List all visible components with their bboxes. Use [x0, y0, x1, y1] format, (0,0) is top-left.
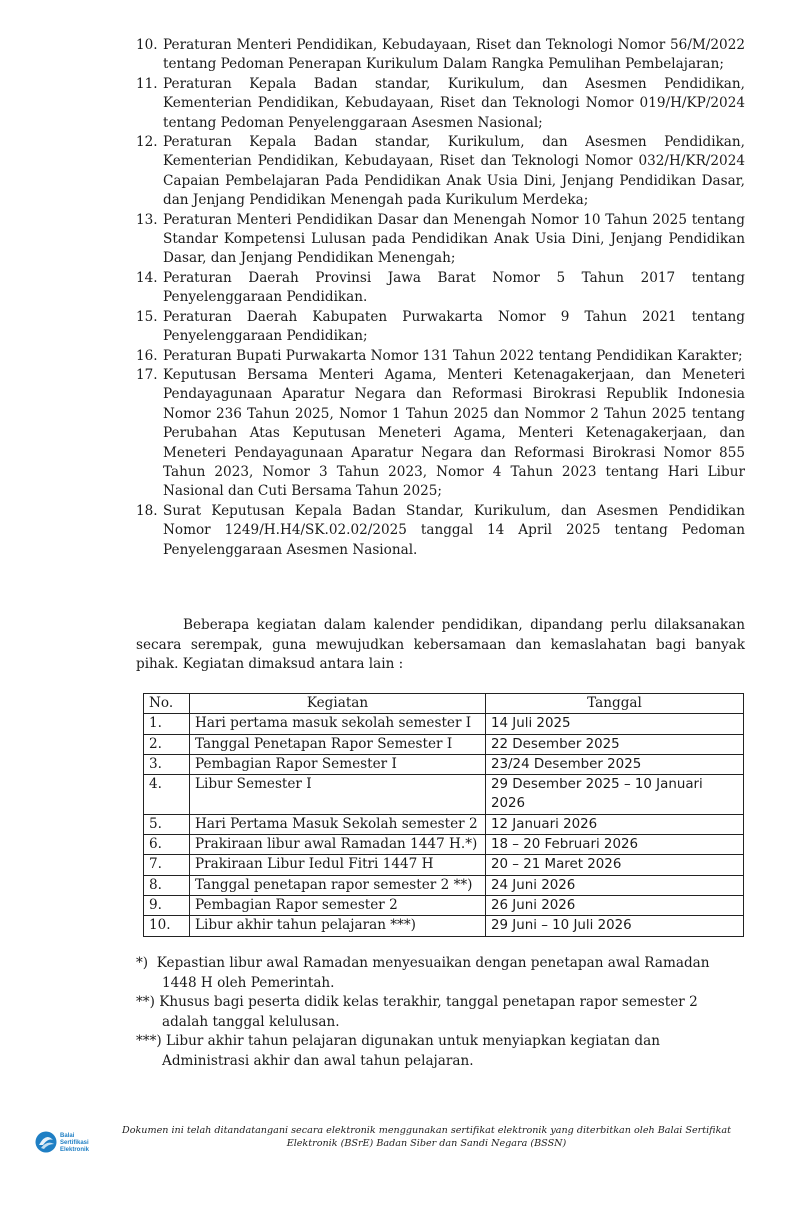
cell-no: 2. — [144, 734, 190, 754]
regulation-number: 15. — [136, 308, 158, 325]
table-row — [144, 895, 744, 915]
footer-disclaimer: Dokumen ini telah ditandatangani secara elektronik menggunakan sertifikat elektronik yang diterbitkan oleh Balai Sertifikat Elektronik (BSrE) Badan Siber dan Sandi Negara (BSSN) — [122, 1125, 731, 1149]
cell-kegiatan: Tanggal Penetapan Rapor Semester I — [190, 734, 486, 754]
regulation-item — [136, 347, 745, 366]
intro-paragraph: Beberapa kegiatan dalam kalender pendidikan, dipandang perlu dilaksanakan secara serempak, guna mewujudkan kebersamaan dan kemaslahatan bagi banyak pihak. Kegiatan dimaksud antara lain : — [136, 617, 745, 673]
table-row — [144, 855, 744, 875]
regulation-number: 14. — [136, 269, 158, 286]
regulation-item — [136, 269, 745, 308]
cell-kegiatan: Pembagian Rapor semester 2 — [190, 895, 486, 915]
footnotes — [136, 954, 736, 1072]
cell-no: 10. — [144, 916, 190, 936]
regulation-text: Peraturan Menteri Pendidikan, Kebudayaan, Riset dan Teknologi Nomor 56/M/2022 tentang Pedoman Penerapan Kurikulum Dalam Rangka Pemulihan Pembelajaran; — [163, 37, 745, 73]
table-row — [144, 916, 744, 936]
cell-kegiatan: Libur Semester I — [190, 775, 486, 815]
regulation-number: 10. — [136, 37, 158, 53]
header-kegiatan: Kegiatan — [190, 694, 486, 714]
regulation-text: Surat Keputusan Kepala Badan Standar, Kurikulum, dan Asesmen Pendidikan Nomor 1249/H.H4/SK.02.02/2025 tanggal 14 April 2025 tentang Pedoman Penyelenggaraan Asesmen Nasional. — [163, 502, 745, 558]
table-row — [144, 775, 744, 815]
table-row — [144, 835, 744, 855]
regulation-number: 17. — [136, 366, 158, 383]
cell-no: 9. — [144, 895, 190, 915]
logo-text-line: Sertifikasi — [60, 1140, 89, 1146]
footnote-mark: **) — [136, 994, 155, 1011]
table-row — [144, 754, 744, 774]
table-row — [144, 875, 744, 895]
cell-tanggal: 14 Juli 2025 — [486, 714, 744, 734]
cell-tanggal: 18 – 20 Februari 2026 — [486, 835, 744, 855]
regulation-item — [136, 308, 745, 347]
cell-no: 5. — [144, 814, 190, 834]
regulation-number: 16. — [136, 347, 158, 364]
calendar-table — [143, 693, 744, 937]
cell-tanggal: 22 Desember 2025 — [486, 734, 744, 754]
regulation-item — [136, 366, 745, 502]
footnote — [136, 954, 736, 993]
regulation-text: Peraturan Kepala Badan standar, Kurikulum, dan Asesmen Pendidikan, Kementerian Pendidikan, Kebudayaan, Riset dan Teknologi Nomor 019/H/KP/2024 tentang Pedoman Penyelenggaraan Asesmen Nasional; — [163, 75, 745, 131]
cell-kegiatan: Prakiraan Libur Iedul Fitri 1447 H — [190, 855, 486, 875]
cell-tanggal: 24 Juni 2026 — [486, 875, 744, 895]
table-header-row — [144, 694, 744, 714]
cell-tanggal: 29 Juni – 10 Juli 2026 — [486, 916, 744, 936]
table-row — [144, 714, 744, 734]
cell-no: 7. — [144, 855, 190, 875]
table-row — [144, 814, 744, 834]
regulation-item — [136, 75, 745, 133]
regulation-text: Peraturan Menteri Pendidikan Dasar dan Menengah Nomor 10 Tahun 2025 tentang Standar Kompetensi Lulusan pada Pendidikan Anak Usia Dini, Jenjang Pendidikan Dasar, dan Jenjang Pendidikan Menengah; — [163, 211, 745, 267]
footnote — [136, 1032, 736, 1071]
regulation-list — [136, 36, 745, 560]
cell-kegiatan: Hari Pertama Masuk Sekolah semester 2 — [190, 814, 486, 834]
cell-no: 3. — [144, 754, 190, 774]
regulation-item — [136, 36, 745, 75]
footnote-line: Libur akhir tahun pelajaran digunakan untuk menyiapkan kegiatan dan — [166, 1033, 660, 1050]
cell-tanggal: 26 Juni 2026 — [486, 895, 744, 915]
regulation-text: Peraturan Bupati Purwakarta Nomor 131 Tahun 2022 tentang Pendidikan Karakter; — [163, 347, 743, 364]
footnote-line: Kepastian libur awal Ramadan menyesuaikan dengan penetapan awal Ramadan — [156, 955, 710, 971]
cell-tanggal: 29 Desember 2025 – 10 Januari 2026 — [486, 775, 744, 815]
cell-tanggal: 23/24 Desember 2025 — [486, 754, 744, 774]
footnote-mark: ***) — [136, 1033, 162, 1050]
regulation-item — [136, 211, 745, 269]
cell-no: 6. — [144, 835, 190, 855]
cell-kegiatan: Pembagian Rapor Semester I — [190, 754, 486, 774]
header-no: No. — [144, 694, 190, 714]
cell-no: 4. — [144, 775, 190, 815]
regulation-text: Peraturan Daerah Kabupaten Purwakarta Nomor 9 Tahun 2021 tentang Penyelenggaraan Pendidikan; — [163, 308, 745, 345]
regulation-text: Keputusan Bersama Menteri Agama, Menteri Ketenagakerjaan, dan Meneteri Pendayagunaan Aparatur Negara dan Reformasi Birokrasi Republik Indonesia Nomor 236 Tahun 2025, Nomor 1 Tahun 2025 dan Nommor 2 Tahun 2025 tentang Perubahan Atas Keputusan Meneteri Agama, Menteri Ketenagakerjaan, dan Meneteri Pendayagunaan Aparatur Negara dan Reformasi Birokrasi Nomor 855 Tahun 2023, Nomor 3 Tahun 2023, Nomor 4 Tahun 2023 tentang Hari Libur Nasional dan Cuti Bersama Tahun 2025; — [163, 366, 745, 500]
cell-tanggal: 12 Januari 2026 — [486, 814, 744, 834]
cell-kegiatan: Prakiraan libur awal Ramadan 1447 H.*) — [190, 835, 486, 855]
cell-no: 1. — [144, 714, 190, 734]
regulation-number: 11. — [136, 75, 158, 92]
footnote — [136, 993, 736, 1032]
table-row — [144, 734, 744, 754]
cell-kegiatan: Libur akhir tahun pelajaran ***) — [190, 916, 486, 936]
regulation-item — [136, 133, 745, 211]
regulation-text: Peraturan Kepala Badan standar, Kurikulum, dan Asesmen Pendidikan, Kementerian Pendidikan, Kebudayaan, Riset dan Teknologi Nomor 032/H/KR/2024 Capaian Pembelajaran Pada Pendidikan Anak Usia Dini, Jenjang Pendidikan Dasar, dan Jenjang Pendidikan Menengah pada Kurikulum Merdeka; — [163, 134, 745, 209]
logo-text-line: Elektronik — [60, 1147, 90, 1153]
footnote-mark: *) — [136, 955, 149, 971]
bsre-logo — [34, 1128, 102, 1156]
cell-tanggal: 20 – 21 Maret 2026 — [486, 855, 744, 875]
header-tanggal: Tanggal — [486, 694, 744, 714]
regulation-number: 18. — [136, 502, 158, 519]
cell-kegiatan: Hari pertama masuk sekolah semester I — [190, 714, 486, 734]
regulation-item — [136, 502, 745, 560]
footnote-line: adalah tanggal kelulusan. — [162, 1013, 340, 1030]
regulation-number: 12. — [136, 134, 158, 151]
cell-no: 8. — [144, 875, 190, 895]
regulation-number: 13. — [136, 211, 158, 228]
bsre-logo-icon — [36, 1132, 57, 1153]
regulation-text: Peraturan Daerah Provinsi Jawa Barat Nomor 5 Tahun 2017 tentang Penyelenggaraan Pendidikan. — [163, 269, 745, 306]
footnote-line: Khusus bagi peserta didik kelas terakhir, tanggal penetapan rapor semester 2 — [159, 994, 698, 1011]
cell-kegiatan: Tanggal penetapan rapor semester 2 **) — [190, 875, 486, 895]
footnote-line: 1448 H oleh Pemerintah. — [162, 974, 335, 991]
logo-text-line: Balai — [60, 1133, 75, 1139]
footnote-line: Administrasi akhir dan awal tahun pelajaran. — [162, 1052, 474, 1069]
